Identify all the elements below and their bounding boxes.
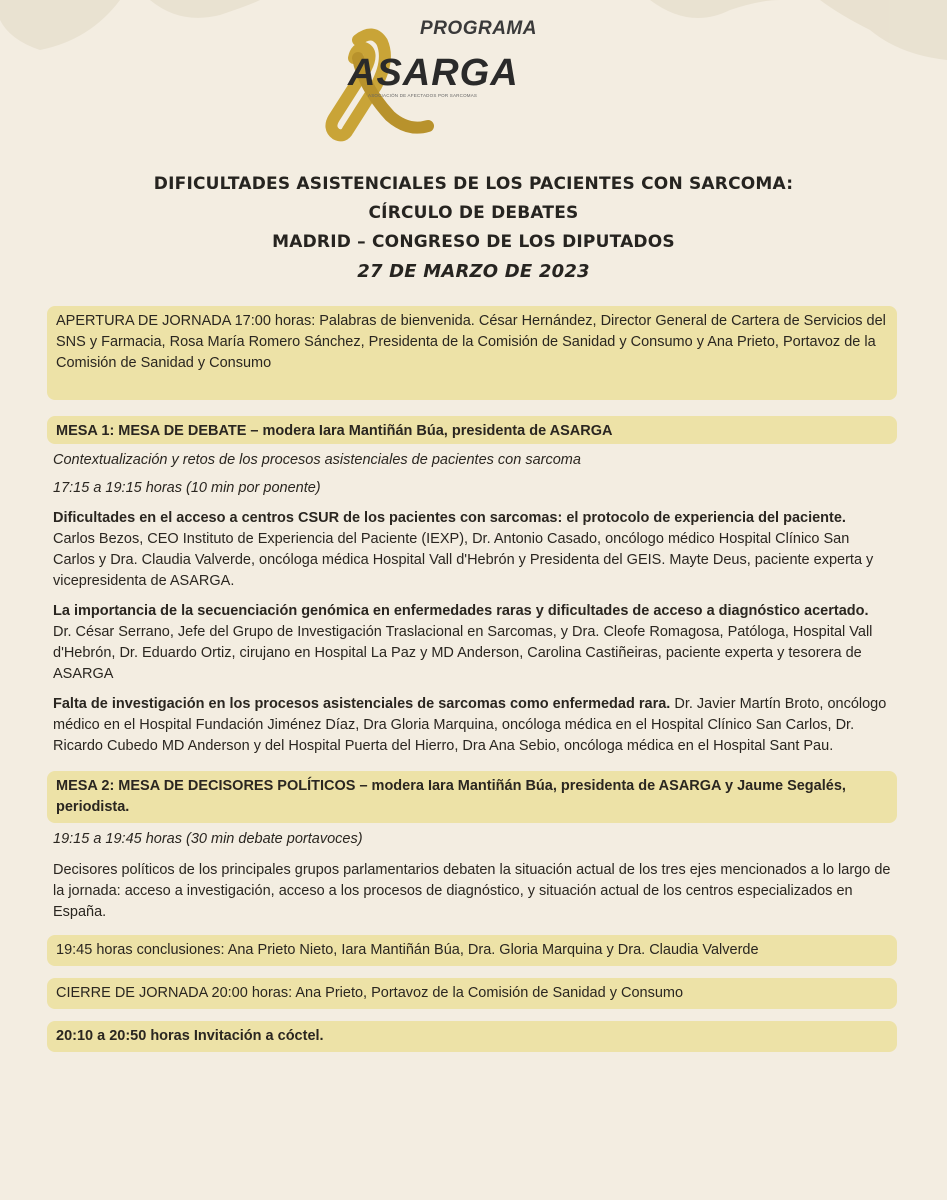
- mesa1-subtitle: Contextualización y retos de los procesos asistenciales de pacientes con sarcoma: [53, 452, 581, 468]
- conclusions-text: 19:45 horas conclusiones: Ana Prieto Nieto, Iara Mantiñán Búa, Dra. Gloria Marquina y Dra. Claudia Valverde: [56, 942, 759, 958]
- event-titles: [0, 170, 947, 286]
- topic-3-speakers: Dr. Javier Martín Broto, oncólogo médico en el Hospital Fundación Jiménez Díaz, Dra Gloria Marquina, oncóloga médica en el Hospital Clínico San Carlos, Dr. Ricardo Cubedo MD Anderson y del Hospital Puerta del Hierro, Dra Ana Sebio, oncóloga médica en el Hospital Sant Pau.: [53, 696, 887, 754]
- mesa2-time: 19:15 a 19:45 horas (30 min debate portavoces): [53, 831, 363, 847]
- conclusions-block: [47, 935, 897, 966]
- mesa2-heading-text: MESA 2: MESA DE DECISORES POLÍTICOS – modera Iara Mantiñán Búa, presidenta de ASARGA y Jaume Segalés, periodista.: [56, 778, 846, 815]
- asarga-tagline: ASOCIACIÓN DE AFECTADOS POR SARCOMAS: [368, 93, 478, 98]
- mesa1-topic-2: [47, 601, 897, 685]
- asarga-logo-text: ASARGA: [348, 52, 519, 94]
- closing-block: [47, 978, 897, 1009]
- mesa2-heading: [47, 771, 897, 823]
- topic-1-title: Dificultades en el acceso a centros CSUR de los pacientes con sarcomas: el protocolo de experiencia del paciente.: [53, 510, 846, 526]
- opening-block: [47, 306, 897, 400]
- program-content: [47, 306, 897, 1052]
- programa-label: PROGRAMA: [420, 18, 537, 39]
- title-line-2: CÍRCULO DE DEBATES: [368, 203, 579, 223]
- mesa2-text: Decisores políticos de los principales grupos parlamentarios debaten la situación actual de los tres ejes mencionados a lo largo de la jornada: acceso a investigación, acceso a los procesos de diagnóstico, y situación actual de los centros especializados en España.: [53, 862, 891, 920]
- event-date: 27 DE MARZO DE 2023: [357, 261, 590, 282]
- mesa1-time: 17:15 a 19:15 horas (10 min por ponente): [53, 480, 321, 496]
- topic-2-speakers: Dr. César Serrano, Jefe del Grupo de Investigación Traslacional en Sarcomas, y Dra. Cleofe Romagosa, Patóloga, Hospital Vall d'Hebrón, Dr. Eduardo Ortiz, cirujano en Hospital La Paz y MD Anderson, Carolina Castiñeiras, paciente experta y tesorera de ASARGA: [53, 624, 873, 682]
- title-line-3: MADRID – CONGRESO DE LOS DIPUTADOS: [272, 232, 675, 252]
- header: [0, 0, 947, 150]
- closing-text: CIERRE DE JORNADA 20:00 horas: Ana Prieto, Portavoz de la Comisión de Sanidad y Consumo: [56, 985, 684, 1001]
- cocktail-block: [47, 1021, 897, 1052]
- topic-1-speakers: Carlos Bezos, CEO Instituto de Experiencia del Paciente (IEXP), Dr. Antonio Casado, oncólogo médico Hospital Clínico San Carlos y Dra. Claudia Valverde, oncóloga médica Hospital Vall d'Hebrón y Presidenta del GEIS. Mayte Deus, paciente experta y vicepresidenta de ASARGA.: [53, 531, 874, 589]
- topic-2-title: La importancia de la secuenciación genómica en enfermedades raras y dificultades de acceso a diagnóstico acertado.: [53, 603, 869, 619]
- topic-3-title: Falta de investigación en los procesos asistenciales de sarcomas como enfermedad rara.: [53, 696, 671, 712]
- mesa1-heading: [47, 416, 897, 444]
- mesa1-topic-3: [47, 694, 897, 757]
- title-line-1: DIFICULTADES ASISTENCIALES DE LOS PACIENTES CON SARCOMA:: [153, 174, 794, 194]
- opening-text: APERTURA DE JORNADA 17:00 horas: Palabras de bienvenida. César Hernández, Director General de Cartera de Servicios del SNS y Farmacia, Rosa María Romero Sánchez, Presidenta de la Comisión de Sanidad y Consumo y Ana Prieto, Portavoz de la Comisión de Sanidad y Consumo: [56, 313, 886, 371]
- mesa1-heading-text: MESA 1: MESA DE DEBATE – modera Iara Mantiñán Búa, presidenta de ASARGA: [56, 423, 613, 439]
- cocktail-text: 20:10 a 20:50 horas Invitación a cóctel.: [56, 1028, 324, 1044]
- mesa1-topic-1: [47, 508, 897, 592]
